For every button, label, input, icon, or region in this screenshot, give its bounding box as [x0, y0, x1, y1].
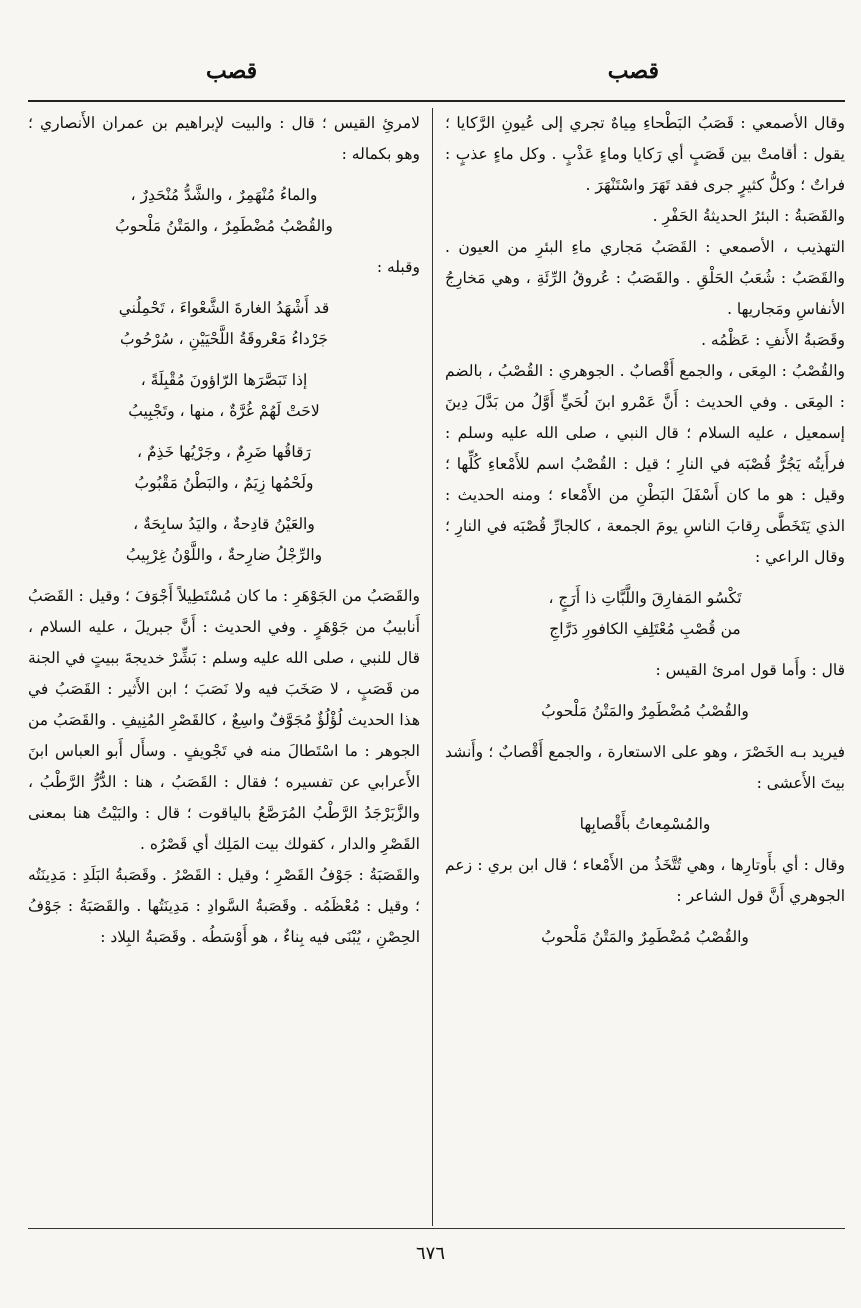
verse-quote [28, 437, 420, 499]
verse-line: والمُسْمِعاتُ بأَقْصابِها [579, 815, 711, 833]
entry-paragraph: والقُصْبُ : المِعَى ، والجمع أَقْصابٌ . الجوهري : القُصْبُ ، بالضم : المِعَى . وفي الحديث : أَنَّ عَمْرو ابنَ لُحَيٍّ أَوَّلُ من بَدَّلَ دِينَ إسمعيل ، عليه السلام ؛ قال النبي ، صلى الله عليه وسلم : فرأَيتُه يَجُرُّ قُصْبَه في النارِ ؛ قيل : القُصْبُ اسم للأَمْعاءِ كُلِّها ؛ وقيل : هو ما كان أَسْفَلَ البَطْنِ من الأَمْعاء ؛ ومنه الحديث : الذي يَتَخَطَّى رِقابَ الناسِ يومَ الجمعة ، كالجارِّ قُصْبَه في النارِ ؛ وقال الراعي : [445, 362, 845, 566]
verse-quote [28, 293, 420, 355]
entry-paragraph: التهذيب ، الأصمعي : القَصَبُ مَجاري ماءِ البئرِ من العيون . والقَصَبُ : شُعَبُ الحَلْقِ . والقَصَبُ : عُروقُ الرِّئَةِ ، وهي مَخارِجُ الأنفاسِ ومَجاريها . [445, 238, 845, 318]
verse-line: والماءُ مُنْهَمِرٌ ، والشَّدُّ مُنْحَدِرٌ ، [130, 186, 318, 204]
verse-line: إذا تَبَصَّرَها الرّاؤونَ مُقْبِلَةً ، [140, 371, 308, 389]
entry-paragraph: وقال : أي بأَوتارِها ، وهي تُتَّخَذُ من الأَمْعاء ؛ قال ابن بري : زعم الجوهري أَنَّ قول الشاعر : [445, 856, 845, 905]
verse-line: ولَحْمُها زِيَمٌ ، والبَطْنُ مَقْبُوبُ [134, 474, 314, 492]
verse-quote [445, 809, 845, 840]
verse-line: والقُصْبُ مُضْطَمِرٌ والمَتْنُ مَلْحوبُ [541, 928, 749, 946]
verse-quote [445, 583, 845, 645]
verse-line: تَكْسُو المَفارِقَ واللَّبَّاتِ ذا أَرَجٍ ، [548, 589, 742, 607]
verse-line: قد أَشْهَدُ الغارةَ الشَّعْواءَ ، تَحْمِلُني [118, 299, 330, 317]
entry-paragraph: والقَصَبُ من الجَوْهَرِ : ما كان مُسْتَطِيلاً أَجْوَفَ ؛ وقيل : القَصَبُ أَنابيبُ من جَوْهَرٍ . وفي الحديث : أَنَّ جبريلَ ، عليه السلام ، قال للنبي ، صلى الله عليه وسلم : بَشِّرْ خديجةَ ببيتٍ في الجنة من قَصَبٍ ، لا صَخَبَ فيه ولا نَصَبَ ؛ ابن الأَثير : القَصَبُ في هذا الحديث لُؤْلُؤٌ مُجَوَّفٌ واسِعٌ ، كالقَصْرِ المُنِيفِ . والقَصَبُ من الجوهر : ما اسْتَطالَ منه في تَجْويفٍ . وسأَل أَبو العباس ابنَ الأَعرابي عن تفسيره ؛ فقال : القَصَبُ ، هنا : الدُّرُّ الرَّطْبُ ، والزَّبَرْجَدُ الرَّطْبُ المُرَصَّعُ بالياقوت ؛ قال : والبَيْتُ هنا بمعنى القَصْرِ والدار ، كقولك بيت المَلِك أي قَصْرُه . [28, 587, 420, 853]
verse-line: جَرْداءُ مَعْروقَةُ اللَّحْيَيْنِ ، سُرْحُوبُ [120, 330, 328, 348]
verse-line: لاحَتْ لَهُمْ غُرَّةٌ ، منها ، وتَجْبِيبُ [128, 402, 320, 420]
verse-line: والقُصْبُ مُضْطَمِرٌ والمَتْنُ مَلْحوبُ [541, 702, 749, 720]
verse-line: والرِّجْلُ ضارِحةٌ ، واللَّوْنُ غِرْبِيبُ [125, 546, 323, 564]
running-headword-left: قصب [206, 58, 258, 84]
entry-paragraph: وقَصَبةُ الأَنفِ : عَظْمُه . [701, 331, 845, 349]
entry-paragraph: والقَصَبةُ : البئرُ الحديثةُ الحَفْرِ . [652, 207, 845, 225]
right-column [445, 108, 845, 1224]
verse-quote [28, 509, 420, 571]
verse-line: رَقاقُها ضَرِمٌ ، وجَرْيُها خَذِمٌ ، [137, 443, 311, 461]
entry-paragraph: وقال الأصمعي : قَصَبُ البَطْحاءِ مِياهٌ تجري إلى عُيونِ الرَّكايا ؛ يقول : أقامتْ بين قَصَبٍ أي رَكايا وماءٍ عَذْبٍ . وكل ماءٍ عذبٍ : فراتٌ ؛ وكلُّ كثيرٍ جرى فقد تَهَرَ واسْتَنْهَرَ . [445, 114, 845, 194]
verse-quote [28, 180, 420, 242]
entry-paragraph: والقَصَبَةُ : جَوْفُ القَصْرِ ؛ وقيل : القَصْرُ . وقَصَبةُ البَلَدِ : مَدِينَتُه ؛ وقيل : مُعْظَمُه . وقَصَبةُ السَّوادِ : مَدِينَتُها . والقَصَبَةُ : جَوْفُ الحِصْنِ ، يُبْنَى فيه بِناءٌ ، هو أَوْسَطُه . وقَصَبةُ البِلاد : [28, 866, 420, 946]
footer-rule [28, 1228, 845, 1229]
column-divider [432, 108, 433, 1226]
verse-quote [445, 922, 845, 953]
verse-quote [445, 696, 845, 727]
left-column [28, 108, 420, 1224]
verse-line: والقُصْبُ مُضْطَمِرٌ ، والمَتْنُ مَلْحوبُ [115, 217, 333, 235]
running-headword-right: قصب [607, 58, 659, 84]
header-rule [28, 100, 845, 102]
entry-paragraph: وقبله : [376, 258, 420, 276]
page-number: ٦٧٦ [415, 1243, 445, 1264]
verse-line: من قُصْبِ مُعْتَلِفِ الكافورِ دَرَّاجِ [549, 620, 741, 638]
entry-paragraph: قال : وأَما قول امرئ القيس : [655, 661, 845, 679]
verse-quote [28, 365, 420, 427]
entry-paragraph: لامرئِ القيس ؛ قال : والبيت لإبراهيم بن عمران الأَنصاري ؛ وهو بكماله : [28, 114, 420, 163]
verse-line: والعَيْنُ قادِحةٌ ، واليَدُ سابِحَةٌ ، [133, 515, 315, 533]
entry-paragraph: فيريد بـه الخَصْرَ ، وهو على الاستعارة ، والجمع أَقْصابٌ ؛ وأَنشد بيتَ الأَعشى : [445, 743, 845, 792]
